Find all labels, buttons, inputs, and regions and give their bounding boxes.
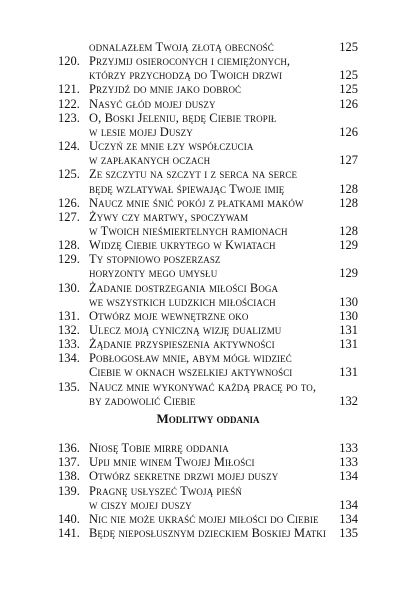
entry-number: 130.: [58, 280, 80, 295]
entry-title: Przyjdź do mnie jako dobroć: [89, 82, 242, 97]
entry-number: 124.: [58, 139, 80, 154]
entry-number: 129.: [58, 252, 80, 267]
entry-number: 139.: [58, 483, 80, 498]
entry-page-number: 131: [339, 337, 358, 352]
entry-number: 134.: [58, 351, 80, 366]
entry-number: 141.: [58, 526, 80, 541]
entry-title: Pobłogosław mnie, abym mógł widzieć: [89, 351, 292, 366]
entry-title: w Twoich nieśmiertelnych ramionach: [89, 223, 288, 238]
entry-number: 140.: [58, 512, 80, 526]
entry-page-number: 134: [339, 469, 358, 484]
entry-page-number: 129: [339, 238, 358, 253]
entry-title: będę wzlatywał śpiewając Twoje imię: [89, 181, 285, 196]
toc-entry: [0, 393, 416, 413]
entry-page-number: 134: [339, 497, 358, 512]
entry-page-number: 130: [339, 308, 358, 323]
entry-number: 122.: [58, 96, 80, 111]
entry-title: Ciebie w oknach wszelkiej aktywności: [89, 365, 293, 380]
entry-title: Otwórz moje wewnętrzne oko: [89, 308, 249, 323]
entry-number: 132.: [58, 323, 80, 337]
entry-page-number: 128: [339, 223, 358, 238]
entry-number: 136.: [58, 441, 80, 455]
entry-title: Będę nieposłusznym dzieckiem Boskiej Matki: [89, 526, 326, 541]
toc-entry: [0, 525, 416, 545]
entry-title: Żądanie przyspieszenia aktywności: [89, 337, 275, 352]
entry-page-number: 131: [339, 323, 358, 337]
entry-page-number: 126: [339, 96, 358, 111]
entry-page-number: 132: [339, 393, 358, 408]
entry-page-number: 125: [339, 82, 358, 97]
entry-title: Otwórz sekretne drzwi mojej duszy: [89, 469, 279, 484]
entry-page-number: 127: [339, 153, 358, 168]
entry-page-number: 134: [339, 512, 358, 526]
entry-number: 138.: [58, 469, 80, 484]
entry-page-number: 131: [339, 365, 358, 380]
entry-title: w zapłakanych oczach: [89, 153, 211, 168]
entry-title: Upij mnie winem Twojej Miłości: [89, 455, 255, 470]
entry-number: 126.: [58, 195, 80, 210]
entry-title: Uczyń ze mnie łzy współczucia: [89, 139, 254, 154]
entry-number: 131.: [58, 308, 80, 323]
entry-number: 123.: [58, 110, 80, 125]
entry-number: 125.: [58, 167, 80, 182]
entry-title: Ulecz moją cyniczną wizję dualizmu: [89, 323, 282, 337]
entry-title: Pragnę usłyszeć Twoją pieśń: [89, 483, 242, 498]
entry-title: Żywy czy martwy, spoczywam: [89, 209, 249, 224]
entry-title: horyzonty mego umysłu: [89, 266, 218, 281]
entry-number: 133.: [58, 337, 80, 352]
entry-title: odnalazłem Twoją złotą obecność: [89, 40, 274, 54]
entry-page-number: 135: [339, 526, 358, 541]
entry-title: Widzę Ciebie ukrytego w Kwiatach: [89, 238, 276, 253]
entry-title: Naucz mnie wykonywać każdą pracę po to,: [89, 379, 317, 394]
entry-title: Ty stopniowo poszerzasz: [89, 252, 221, 267]
entry-title: O, Boski Jeleniu, będę Ciebie tropił: [89, 110, 277, 125]
entry-title: Nic nie może ukraść mojej miłości do Ciebie: [89, 512, 319, 526]
entry-number: 135.: [58, 379, 80, 394]
entry-page-number: 133: [339, 441, 358, 455]
entry-number: 128.: [58, 238, 80, 253]
entry-title: Ze szczytu na szczyt i z serca na serce: [89, 167, 298, 182]
entry-page-number: 128: [339, 195, 358, 210]
entry-page-number: 129: [339, 266, 358, 281]
entry-number: 137.: [58, 455, 80, 470]
entry-title: we wszystkich ludzkich miłościach: [89, 294, 276, 309]
entry-page-number: 126: [339, 124, 358, 139]
entry-page-number: 130: [339, 294, 358, 309]
entry-page-number: 125: [339, 68, 358, 83]
entry-title: Żadanie dostrzegania miłości Boga: [89, 280, 279, 295]
entry-page-number: 125: [339, 40, 358, 54]
entry-title: którzy przychodzą do Twoich drzwi: [89, 68, 283, 83]
entry-number: 120.: [58, 54, 80, 69]
section-heading: Modlitwy oddania: [156, 411, 260, 426]
entry-title: Naucz mnie śnić pokój z płatkami maków: [89, 195, 304, 210]
entry-title: Niosę Tobie mirrę oddania: [89, 441, 229, 455]
entry-title: Nasyć głód mojej duszy: [89, 96, 216, 111]
entry-page-number: 128: [339, 181, 358, 196]
entry-title: Przyjmij osieroconych i ciemiężonych,: [89, 54, 291, 69]
entry-title: w ciszy mojej duszy: [89, 497, 192, 512]
entry-number: 121.: [58, 82, 80, 97]
entry-title: by zadowolić Ciebie: [89, 393, 196, 408]
entry-title: w lesie mojej Duszy: [89, 124, 193, 139]
entry-number: 127.: [58, 209, 80, 224]
entry-page-number: 133: [339, 455, 358, 470]
